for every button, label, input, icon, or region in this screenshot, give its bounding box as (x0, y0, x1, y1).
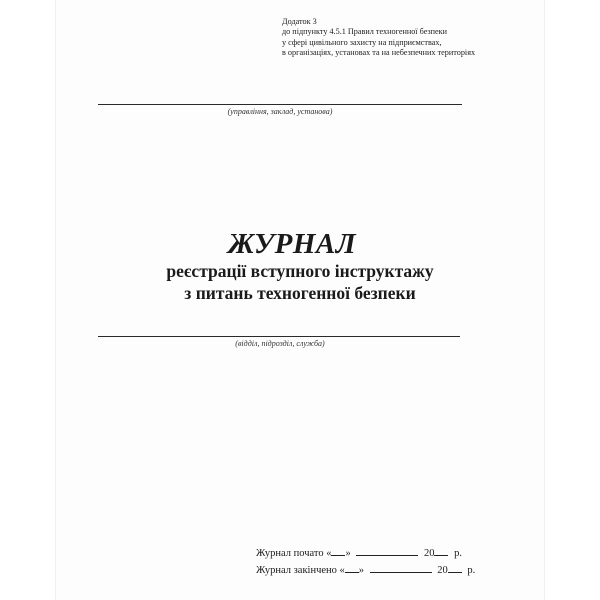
year-suffix: р. (454, 548, 462, 559)
year-blank (448, 564, 462, 573)
journal-started-row (256, 545, 516, 562)
month-blank (356, 547, 418, 556)
organization-fill-line (98, 104, 462, 105)
journal-finished-row (256, 562, 516, 579)
year-blank (434, 547, 448, 556)
appendix-line: до підпункту 4.5.1 Правил техногенної безпеки (282, 27, 448, 37)
appendix-note (282, 17, 512, 59)
quote-open: « (339, 565, 345, 576)
year-prefix: 20 (423, 548, 435, 559)
journal-dates (256, 545, 516, 579)
journal-title: ЖУРНАЛ (227, 228, 357, 260)
quote-open: « (326, 548, 332, 559)
department-fill-line (98, 336, 460, 337)
journal-subtitle-line-2: з питань техногенної безпеки (184, 283, 416, 303)
year-suffix: р. (467, 565, 476, 576)
appendix-line: в організаціях, установах та на небезпечних територіях (282, 48, 476, 58)
quote-close: » (345, 548, 351, 559)
organization-caption: (управління, заклад, установа) (227, 107, 333, 116)
journal-started-label: Журнал почато (256, 548, 324, 559)
day-blank (345, 564, 359, 573)
year-prefix: 20 (437, 565, 448, 576)
journal-finished-label: Журнал закінчено (256, 565, 337, 576)
department-caption: (відділ, підрозділ, служба) (235, 339, 325, 348)
title-block (100, 228, 500, 304)
month-blank (370, 564, 432, 573)
appendix-line: у сфері цивільного захисту на підприємствах, (282, 37, 442, 47)
quote-close: » (358, 565, 365, 576)
appendix-line: Додаток 3 (282, 17, 317, 26)
journal-subtitle-line-1: реєстрації вступного інструктажу (166, 261, 434, 281)
day-blank (331, 547, 345, 556)
